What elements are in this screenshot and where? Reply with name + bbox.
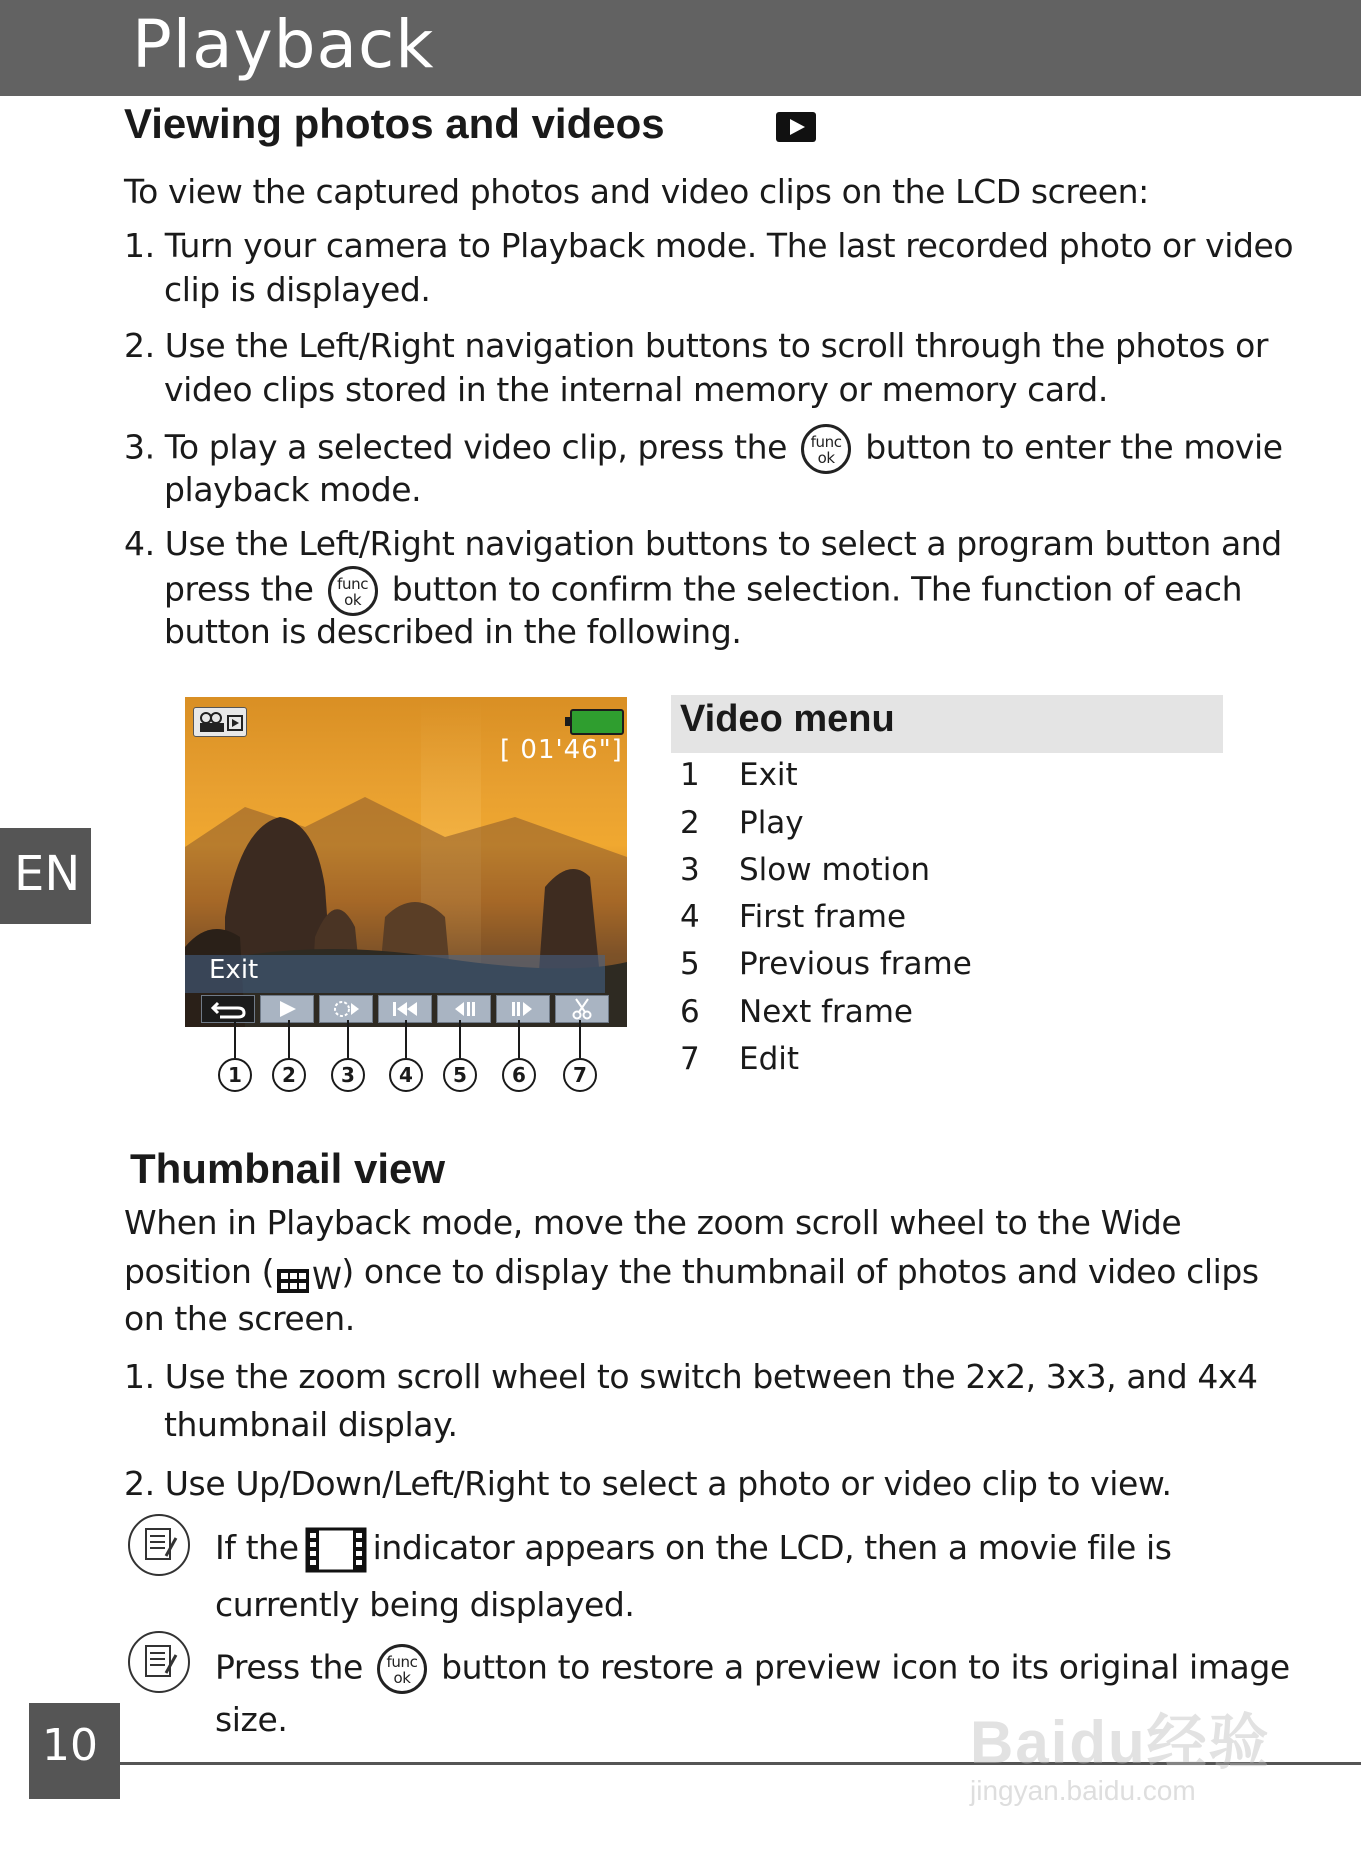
- menu-item-label: First frame: [739, 899, 907, 935]
- note2-line1: [215, 1644, 1290, 1694]
- next-frame-button[interactable]: [496, 995, 550, 1023]
- first-frame-button[interactable]: [378, 995, 432, 1023]
- note-icon: [128, 1631, 190, 1693]
- thumb-step1-line1: 1. Use the zoom scroll wheel to switch between the 2x2, 3x3, and 4x4: [124, 1357, 1258, 1396]
- callout-3: 3: [331, 1058, 365, 1092]
- movie-mode-icon: [193, 707, 247, 737]
- menu-item-number: 2: [680, 805, 700, 841]
- step4-text-b: button to confirm the selection. The function of each: [391, 569, 1243, 609]
- step1-line1: 1. Turn your camera to Playback mode. The last recorded photo or video: [124, 226, 1294, 265]
- menu-item-label: Slow motion: [739, 852, 931, 888]
- section-heading-thumbnail: Thumbnail view: [130, 1145, 446, 1192]
- callout-2: 2: [272, 1058, 306, 1092]
- menu-item-number: 5: [680, 946, 700, 982]
- callout-line: [405, 1020, 407, 1058]
- callout-6: 6: [502, 1058, 536, 1092]
- step4-line1: 4. Use the Left/Right navigation buttons to select a program button and: [124, 524, 1282, 563]
- func-ok-button-icon: func ok: [801, 424, 851, 474]
- video-menu-title: Video menu: [680, 698, 895, 740]
- menu-item-number: 4: [680, 899, 700, 935]
- thumb-para-text-b: ) once to display the thumbnail of photos and video clips: [341, 1252, 1259, 1291]
- callout-line: [459, 1020, 461, 1058]
- step4-line2: [164, 566, 1242, 616]
- callout-line: [347, 1020, 349, 1058]
- callout-1: 1: [218, 1058, 252, 1092]
- menu-item-label: Edit: [739, 1041, 800, 1077]
- callout-line: [518, 1020, 520, 1058]
- thumb-step1-line2: thumbnail display.: [164, 1405, 458, 1444]
- battery-icon: [570, 709, 624, 735]
- step3-text-a: 3. To play a selected video clip, press the: [124, 427, 788, 467]
- section-heading-viewing: Viewing photos and videos: [124, 100, 665, 147]
- step3-line2: playback mode.: [164, 470, 422, 509]
- step1-line2: clip is displayed.: [164, 270, 431, 309]
- step4-text-a: press the: [164, 569, 314, 609]
- menu-item-label: Exit: [739, 757, 798, 793]
- play-button[interactable]: [260, 995, 314, 1023]
- watermark-url: jingyan.baidu.com: [970, 1775, 1196, 1806]
- note2-line2: size.: [215, 1700, 288, 1739]
- thumb-para-text-a: position (: [124, 1252, 275, 1291]
- exit-button[interactable]: [201, 995, 255, 1023]
- func-ok-button-icon: func ok: [328, 566, 378, 616]
- note1-text-b: indicator appears on the LCD, then a movie file is: [372, 1528, 1172, 1567]
- step4-line3: button is described in the following.: [164, 612, 742, 651]
- page-number: 10: [42, 1720, 98, 1771]
- callout-5: 5: [443, 1058, 477, 1092]
- control-label: Exit: [209, 955, 259, 985]
- menu-item-number: 6: [680, 994, 700, 1030]
- thumb-para-line3: on the screen.: [124, 1299, 355, 1338]
- playback-mode-icon: [776, 112, 816, 142]
- thumb-para-line2: [124, 1250, 1259, 1296]
- callout-line: [288, 1020, 290, 1058]
- language-label: EN: [14, 846, 81, 902]
- slow-motion-button[interactable]: [319, 995, 373, 1023]
- callout-line: [579, 1020, 581, 1058]
- note1-line1: [215, 1526, 1172, 1573]
- edit-button[interactable]: [555, 995, 609, 1023]
- wide-thumbnail-icon: [276, 1261, 310, 1287]
- note-icon: [128, 1514, 190, 1576]
- wide-w-label: W: [312, 1262, 342, 1297]
- menu-item-label: Next frame: [739, 994, 913, 1030]
- watermark-logo: Baidu经验: [970, 1709, 1271, 1776]
- callout-4: 4: [389, 1058, 423, 1092]
- menu-item-number: 1: [680, 757, 700, 793]
- step3-text-b: button to enter the movie: [865, 427, 1283, 467]
- menu-item-label: Previous frame: [739, 946, 972, 982]
- menu-item-label: Play: [739, 805, 804, 841]
- step2-line1: 2. Use the Left/Right navigation buttons to scroll through the photos or: [124, 326, 1269, 365]
- film-strip-icon: [305, 1527, 367, 1573]
- callout-line: [234, 1020, 236, 1058]
- page-title: Playback: [132, 6, 435, 83]
- intro-text: To view the captured photos and video clips on the LCD screen:: [124, 172, 1149, 211]
- menu-item-number: 3: [680, 852, 700, 888]
- thumb-step2: 2. Use Up/Down/Left/Right to select a photo or video clip to view.: [124, 1464, 1172, 1503]
- step2-line2: video clips stored in the internal memory or memory card.: [164, 370, 1108, 409]
- note1-text-a: If the: [215, 1528, 299, 1567]
- video-duration: [ 01'46"]: [500, 735, 623, 765]
- note2-text-b: button to restore a preview icon to its original image: [441, 1647, 1290, 1687]
- menu-item-number: 7: [680, 1041, 700, 1077]
- callout-7: 7: [563, 1058, 597, 1092]
- func-ok-button-icon: func ok: [377, 1644, 427, 1694]
- step3-line1: [124, 424, 1283, 474]
- note2-text-a: Press the: [215, 1647, 363, 1687]
- lcd-playback-screen: [185, 697, 627, 1027]
- note1-line2: currently being displayed.: [215, 1585, 635, 1624]
- thumb-para-line1: When in Playback mode, move the zoom scroll wheel to the Wide: [124, 1203, 1182, 1242]
- previous-frame-button[interactable]: [437, 995, 491, 1023]
